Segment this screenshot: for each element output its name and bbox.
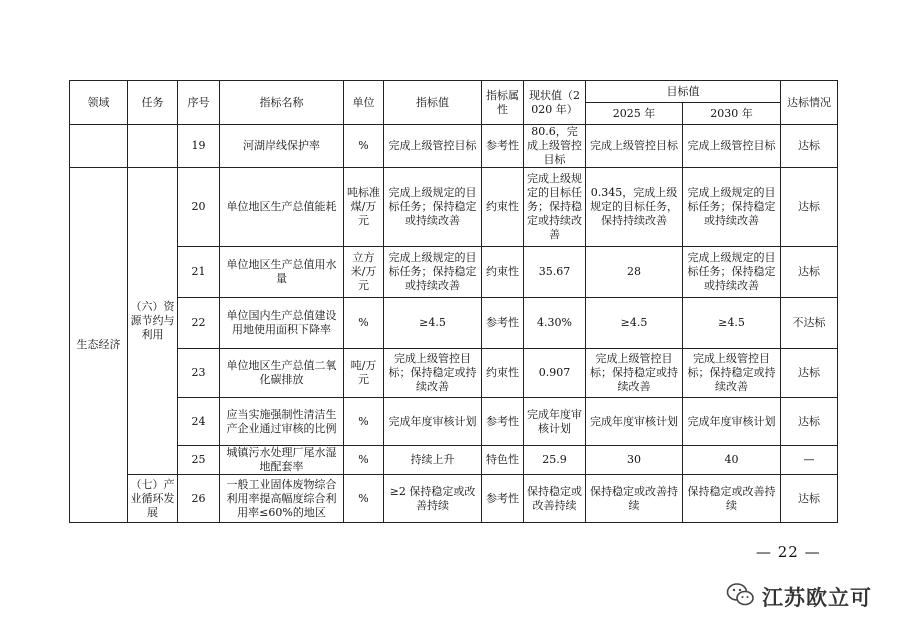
cell-current: 80.6，完成上级管控目标: [524, 125, 586, 168]
table-row: [70, 349, 838, 398]
table-row: [70, 168, 838, 247]
cell-status: 达标: [781, 475, 838, 523]
cell-status: 达标: [781, 168, 838, 247]
cell-task-empty: [128, 125, 178, 168]
header-2025: 2025 年: [586, 103, 683, 125]
cell-seq: 26: [178, 475, 220, 523]
cell-unit: 吨/万元: [344, 349, 384, 398]
cell-seq: 22: [178, 298, 220, 349]
cell-current: 4.30%: [524, 298, 586, 349]
header-attr: 指标属性: [482, 81, 524, 125]
cell-attr: 约束性: [482, 349, 524, 398]
cell-status: 不达标: [781, 298, 838, 349]
cell-seq: 23: [178, 349, 220, 398]
cell-domain: 生态经济: [70, 168, 128, 523]
cell-indicator: 单位国内生产总值建设用地使用面积下降率: [220, 298, 344, 349]
cell-status: 达标: [781, 125, 838, 168]
cell-2030: 保持稳定或改善持续: [683, 475, 781, 523]
cell-attr: 参考性: [482, 475, 524, 523]
header-task: 任务: [128, 81, 178, 125]
cell-attr: 约束性: [482, 247, 524, 298]
cell-target: ≥4.5: [384, 298, 482, 349]
cell-unit: %: [344, 125, 384, 168]
cell-2030: 完成上级规定的目标任务；保持稳定或持续改善: [683, 247, 781, 298]
cell-current: 35.67: [524, 247, 586, 298]
cell-status: 达标: [781, 349, 838, 398]
cell-current: 0.907: [524, 349, 586, 398]
header-status: 达标情况: [781, 81, 838, 125]
cell-status: 达标: [781, 247, 838, 298]
cell-target: 完成上级规定的目标任务；保持稳定或持续改善: [384, 168, 482, 247]
cell-attr: 参考性: [482, 398, 524, 446]
page-number: — 22 —: [756, 543, 821, 561]
header-target-value: 指标值: [384, 81, 482, 125]
cell-target: ≥2 保持稳定或改善持续: [384, 475, 482, 523]
cell-seq: 24: [178, 398, 220, 446]
header-unit: 单位: [344, 81, 384, 125]
cell-target: 完成上级管控目标: [384, 125, 482, 168]
cell-unit: %: [344, 398, 384, 446]
cell-2025: 0.345，完成上级规定的目标任务，保持持续改善: [586, 168, 683, 247]
cell-indicator: 城镇污水处理厂尾水湿地配套率: [220, 446, 344, 475]
cell-task-7: （七）产业循环发展: [128, 475, 178, 523]
table-row: [70, 475, 838, 523]
cell-indicator: 单位地区生产总值能耗: [220, 168, 344, 247]
cell-2025: 保持稳定或改善持续: [586, 475, 683, 523]
cell-attr: 参考性: [482, 125, 524, 168]
cell-unit: %: [344, 446, 384, 475]
cell-current: 完成上级规定的目标任务；保持稳定或持续改善: [524, 168, 586, 247]
cell-target: 持续上升: [384, 446, 482, 475]
cell-target: 完成年度审核计划: [384, 398, 482, 446]
cell-2025: 完成上级管控目标: [586, 125, 683, 168]
cell-seq: 20: [178, 168, 220, 247]
table-row: [70, 125, 838, 168]
cell-2030: 完成上级管控目标；保持稳定或持续改善: [683, 349, 781, 398]
cell-2025: 30: [586, 446, 683, 475]
cell-2025: 完成年度审核计划: [586, 398, 683, 446]
cell-attr: 特色性: [482, 446, 524, 475]
header-2030: 2030 年: [683, 103, 781, 125]
cell-indicator: 一般工业固体废物综合利用率提高幅度综合利用率≤60%的地区: [220, 475, 344, 523]
cell-status: —: [781, 446, 838, 475]
cell-task-6: （六）资源节约与利用: [128, 168, 178, 475]
cell-indicator: 河湖岸线保护率: [220, 125, 344, 168]
cell-target: 完成上级管控目标；保持稳定或持续改善: [384, 349, 482, 398]
table-row: [70, 247, 838, 298]
cell-2025: ≥4.5: [586, 298, 683, 349]
cell-current: 保持稳定或改善持续: [524, 475, 586, 523]
cell-target: 完成上级规定的目标任务；保持稳定或持续改善: [384, 247, 482, 298]
cell-indicator: 单位地区生产总值二氧化碳排放: [220, 349, 344, 398]
cell-2025: 28: [586, 247, 683, 298]
cell-seq: 25: [178, 446, 220, 475]
cell-2030: 完成上级规定的目标任务；保持稳定或持续改善: [683, 168, 781, 247]
cell-2030: ≥4.5: [683, 298, 781, 349]
table-row: [70, 298, 838, 349]
header-goal: 目标值: [586, 81, 781, 103]
cell-2030: 完成年度审核计划: [683, 398, 781, 446]
table-row: [70, 398, 838, 446]
watermark-text: 江苏欧立可: [762, 586, 872, 610]
wechat-icon: [726, 581, 756, 613]
cell-seq: 19: [178, 125, 220, 168]
watermark: [726, 582, 872, 612]
cell-domain-empty: [70, 125, 128, 168]
header-current: 现状值（2020 年）: [524, 81, 586, 125]
cell-attr: 参考性: [482, 298, 524, 349]
header-domain: 领域: [70, 81, 128, 125]
table-row: [70, 446, 838, 475]
cell-2025: 完成上级管控目标；保持稳定或持续改善: [586, 349, 683, 398]
cell-current: 完成年度审核计划: [524, 398, 586, 446]
header-seq: 序号: [178, 81, 220, 125]
cell-status: 达标: [781, 398, 838, 446]
cell-indicator: 单位地区生产总值用水量: [220, 247, 344, 298]
cell-2030: 完成上级管控目标: [683, 125, 781, 168]
cell-unit: %: [344, 298, 384, 349]
cell-unit: 立方米/万元: [344, 247, 384, 298]
cell-attr: 约束性: [482, 168, 524, 247]
cell-seq: 21: [178, 247, 220, 298]
cell-current: 25.9: [524, 446, 586, 475]
cell-2030: 40: [683, 446, 781, 475]
header-indicator: 指标名称: [220, 81, 344, 125]
cell-unit: 吨标准煤/万元: [344, 168, 384, 247]
cell-unit: %: [344, 475, 384, 523]
indicator-table: [69, 80, 838, 523]
cell-indicator: 应当实施强制性清洁生产企业通过审核的比例: [220, 398, 344, 446]
